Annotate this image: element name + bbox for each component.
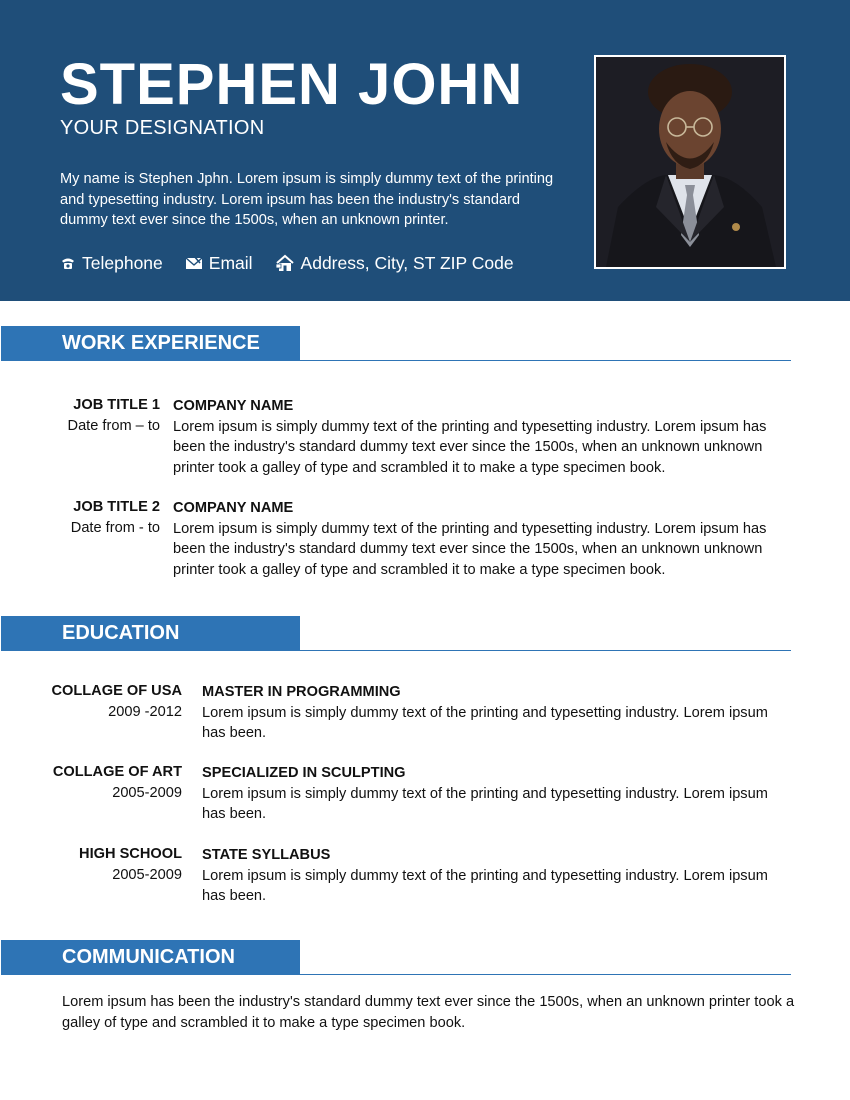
education-1-years: 2009 -2012: [108, 703, 182, 720]
education-3-meta: [79, 844, 182, 885]
education-1-description: Lorem ipsum is simply dummy text of the printing and typesetting industry. Lorem ipsum has been.: [202, 704, 768, 741]
job-2-meta: [71, 497, 160, 538]
education-3-years: 2005-2009: [112, 866, 182, 883]
job-1-meta: [68, 395, 160, 436]
contact-telephone[interactable]: [60, 253, 163, 274]
education-2-meta: [53, 762, 182, 803]
education-3-description: Lorem ipsum is simply dummy text of the printing and typesetting industry. Lorem ipsum has been.: [202, 867, 768, 904]
job-2-title: JOB TITLE 2: [73, 499, 160, 515]
designation: YOUR DESIGNATION: [60, 117, 265, 139]
education-3-school: HIGH SCHOOL: [79, 846, 182, 862]
telephone-label: Telephone: [82, 252, 163, 273]
work-experience-divider: [300, 360, 791, 361]
education-1-details: [202, 682, 777, 744]
contact-address[interactable]: [275, 253, 514, 274]
education-2-details: [202, 763, 777, 825]
communication-divider: [300, 974, 791, 975]
contact-email[interactable]: [185, 253, 253, 274]
communication-text: Lorem ipsum has been the industry's standard dummy text ever since the 1500s, when an unknown printer took a galley of type and scrambled it to make a type specimen book.: [62, 994, 795, 1031]
education-divider: [300, 650, 791, 651]
education-3-details: [202, 845, 777, 907]
job-2-description: Lorem ipsum is simply dummy text of the printing and typesetting industry. Lorem ipsum has been the industry's standard dummy text ever since the 1500s, when an unknown unknown printer took a galley of type and scrambled it to make a type specimen book.: [173, 520, 767, 578]
education-heading: EDUCATION: [1, 616, 300, 651]
work-experience-heading: WORK EXPERIENCE: [1, 326, 300, 361]
job-1-title: JOB TITLE 1: [73, 397, 160, 413]
education-2-degree: SPECIALIZED IN SCULPTING: [202, 765, 406, 781]
job-1-details: [173, 396, 783, 478]
job-2-company: COMPANY NAME: [173, 500, 294, 516]
candidate-name: STEPHEN JOHN: [60, 52, 524, 117]
email-icon: [185, 255, 203, 271]
education-1-school: COLLAGE OF USA: [51, 683, 182, 699]
education-1-meta: [51, 681, 182, 722]
email-label: Email: [208, 252, 253, 273]
education-3-degree: STATE SYLLABUS: [202, 847, 331, 863]
communication-heading: COMMUNICATION: [1, 940, 300, 975]
profile-photo: [594, 55, 786, 269]
education-2-years: 2005-2009: [112, 784, 182, 801]
profile-photo-illustration: [596, 57, 784, 267]
education-2-description: Lorem ipsum is simply dummy text of the printing and typesetting industry. Lorem ipsum has been.: [202, 785, 768, 822]
job-2-details: [173, 498, 783, 580]
education-2-school: COLLAGE OF ART: [52, 764, 182, 780]
education-1-degree: MASTER IN PROGRAMMING: [202, 684, 401, 700]
profile-summary: My name is Stephen Jphn. Lorem ipsum is simply dummy text of the printing and typesetting industry. Lorem ipsum has been the industry's standard dummy text ever since the 1500s, when an unknown printer.: [60, 171, 554, 228]
job-1-dates: Date from – to: [67, 417, 160, 434]
job-1-company: COMPANY NAME: [173, 398, 294, 414]
address-label: Address, City, ST ZIP Code: [300, 252, 514, 273]
contact-row: [60, 250, 536, 276]
header-banner: [0, 0, 850, 301]
job-2-dates: Date from - to: [70, 519, 160, 536]
address-icon: [275, 254, 295, 272]
job-1-description: Lorem ipsum is simply dummy text of the printing and typesetting industry. Lorem ipsum has been the industry's standard dummy text ever since the 1500s, when an unknown unknown printer took a galley of type and scrambled it to make a type specimen book.: [173, 418, 767, 476]
telephone-icon: [60, 255, 76, 271]
